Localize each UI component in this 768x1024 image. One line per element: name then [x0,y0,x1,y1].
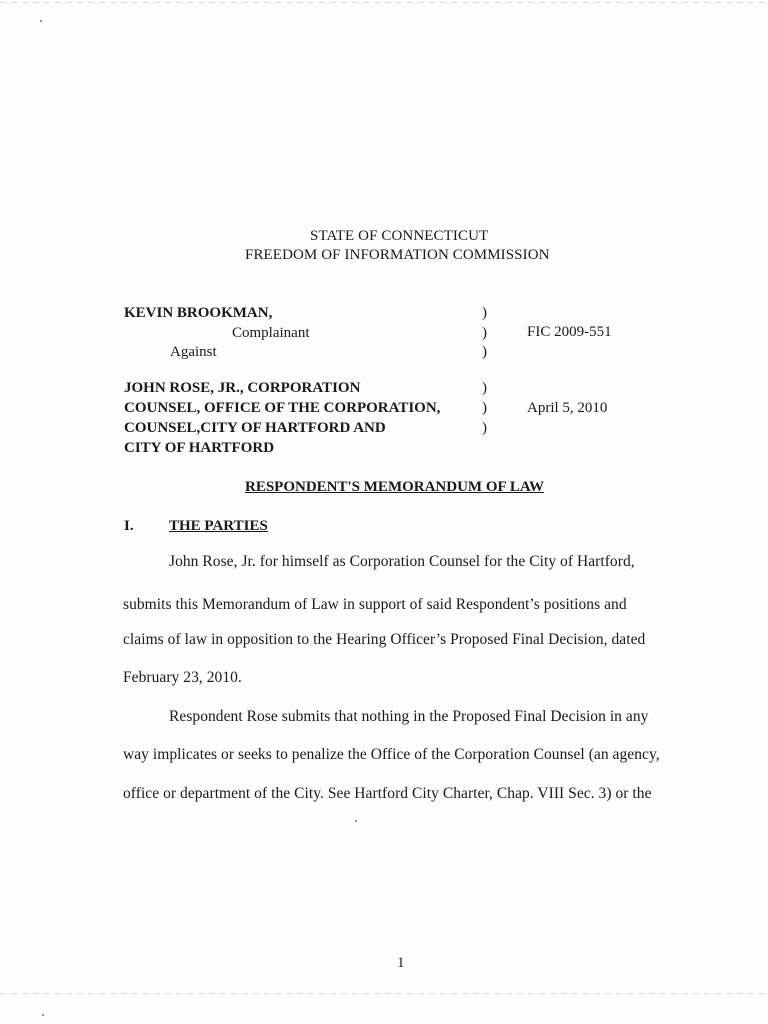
against-label: Against [170,344,217,360]
body-line: February 23, 2010. [123,669,242,686]
respondent-line: COUNSEL,CITY OF HARTFORD AND [124,420,386,436]
respondent-line: CITY OF HARTFORD [124,440,275,456]
scan-artifact-top [0,2,768,3]
body-line: submits this Memorandum of Law in support of said Respondent’s positions and [123,596,627,613]
scan-speck [355,820,357,822]
scan-speck [42,1014,44,1016]
docket-number: FIC 2009-551 [527,324,612,340]
filing-date: April 5, 2010 [527,400,608,416]
state-heading: STATE OF CONNECTICUT [310,228,489,244]
body-line: John Rose, Jr. for himself as Corporation Counsel for the City of Hartford, [169,553,635,570]
body-line: way implicates or seeks to penalize the Office of the Corporation Counsel (an agency, [123,746,660,763]
caption-paren: ) [482,420,487,436]
respondent-line: JOHN ROSE, JR., CORPORATION [124,380,361,396]
memo-title: RESPONDENT'S MEMORANDUM OF LAW [245,479,545,495]
complainant-role: Complainant [232,325,310,341]
caption-paren: ) [482,305,487,321]
caption-paren: ) [482,400,487,416]
complainant-name: KEVIN BROOKMAN, [124,305,273,321]
body-line: claims of law in opposition to the Hearing Officer’s Proposed Final Decision, dated [123,631,646,648]
respondent-line: COUNSEL, OFFICE OF THE CORPORATION, [124,400,441,416]
body-line: office or department of the City. See Hartford City Charter, Chap. VIII Sec. 3) or the [123,785,652,802]
section-title: THE PARTIES [169,518,268,534]
caption-paren: ) [482,344,487,360]
commission-heading: FREEDOM OF INFORMATION COMMISSION [245,247,550,263]
scan-speck [40,20,42,22]
scan-artifact-bottom [0,993,768,994]
section-number: I. [124,518,134,534]
body-line: Respondent Rose submits that nothing in the Proposed Final Decision in any [169,708,649,725]
page-number: 1 [397,955,405,971]
caption-paren: ) [482,325,487,341]
caption-paren: ) [482,380,487,396]
